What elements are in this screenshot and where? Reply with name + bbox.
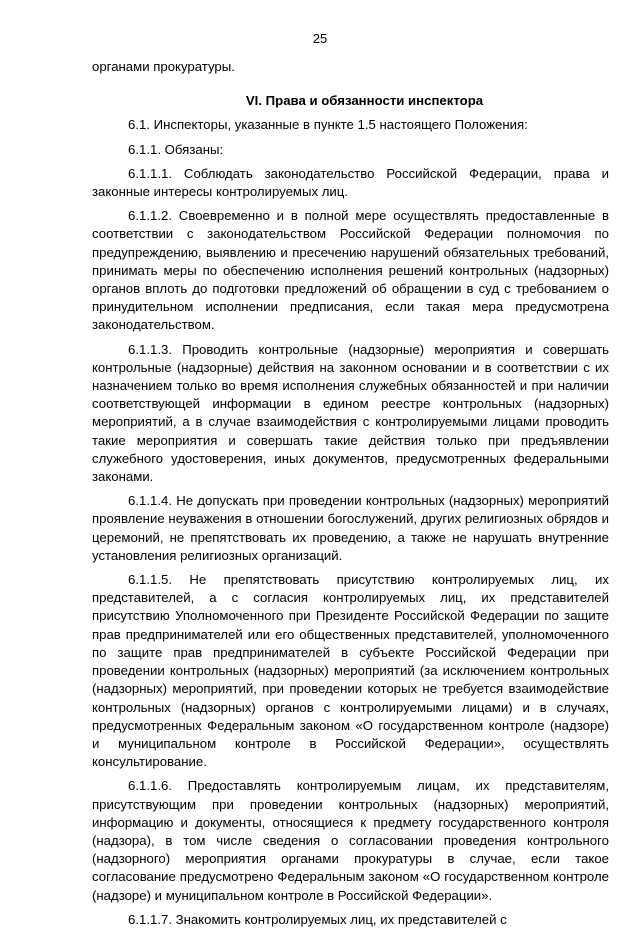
section-title: VI. Права и обязанности инспектора xyxy=(245,93,484,109)
document-body xyxy=(92,58,609,935)
paragraph-6-1-1-4: 6.1.1.4. Не допускать при проведении контрольных (надзорных) мероприятий проявление неуважения в отношении богослужений, других религиозных обрядов и церемоний, не препятствовать их проведению, а также не нарушать внутренние установления религиозных организаций. xyxy=(92,493,609,563)
paragraph-6-1-1-1: 6.1.1.1. Соблюдать законодательство Российской Федерации, права и законные интересы контролируемых лиц. xyxy=(92,165,609,200)
paragraph-6-1-1-5: 6.1.1.5. Не препятствовать присутствию контролируемых лиц, их представителей, а с согласия контролируемых лиц, их представителей присутствию Уполномоченного при Президенте Российской Федерации по защите прав предпринимателей или его общественных представителей, уполномоченного по защите прав предпринимателей в субъекте Российской Федерации при проведении контрольных (надзорных) мероприятий (за исключением контрольных (надзорных) мероприятий, при проведении которых не требуется взаимодействие контрольных (надзорных) органов с контролируемыми лицами) и в случаях, предусмотренных Федеральным законом «О государственном контроле (надзоре) и муниципальном контроле в Российской Федерации», осуществлять консультирование. xyxy=(92,572,609,770)
paragraph-6-1-1: 6.1.1. Обязаны: xyxy=(128,141,224,157)
paragraph-6-1-1-2: 6.1.1.2. Своевременно и в полной мере осуществлять предоставленные в соответствии с законодательством Российской Федерации полномочия по предупреждению, выявлению и пресечению нарушений обязательных требований, принимать меры по обеспечению исполнения решений контрольных (надзорных) органов вплоть до подготовки предложений об обращении в суд с требованием о принудительном исполнении предписания, если такая мера предусмотрена законодательством. xyxy=(92,208,609,333)
paragraph-6-1: 6.1. Инспекторы, указанные в пункте 1.5 настоящего Положения: xyxy=(128,117,528,133)
page-number: 25 xyxy=(312,31,328,46)
paragraph-6-1-1-7: 6.1.1.7. Знакомить контролируемых лиц, их представителей с xyxy=(128,911,507,927)
continuation-paragraph: органами прокуратуры. xyxy=(92,59,235,74)
paragraph-6-1-1-6: 6.1.1.6. Предоставлять контролируемым лицам, их представителям, присутствующим при проведении контрольных (надзорных) мероприятий, информацию и документы, относящиеся к предмету государственного контроля (надзора), в том числе сведения о согласовании проведения контрольного (надзорного) мероприятия органами прокуратуры в случае, если такое согласование предусмотрено Федеральным законом «О государственном контроле (надзоре) и муниципальном контроле в Российской Федерации». xyxy=(92,778,609,903)
paragraph-6-1-1-3: 6.1.1.3. Проводить контрольные (надзорные) мероприятия и совершать контрольные (надзорные) действия на законном основании и в соответствии с их назначением только во время исполнения служебных обязанностей и при наличии соответствующей информации в едином реестре контрольных (надзорных) мероприятий, а в случае взаимодействия с контролируемыми лицами проводить такие мероприятия и совершать такие действия только при предъявлении служебного удостоверения, иных документов, предусмотренных федеральными законами. xyxy=(92,341,609,485)
